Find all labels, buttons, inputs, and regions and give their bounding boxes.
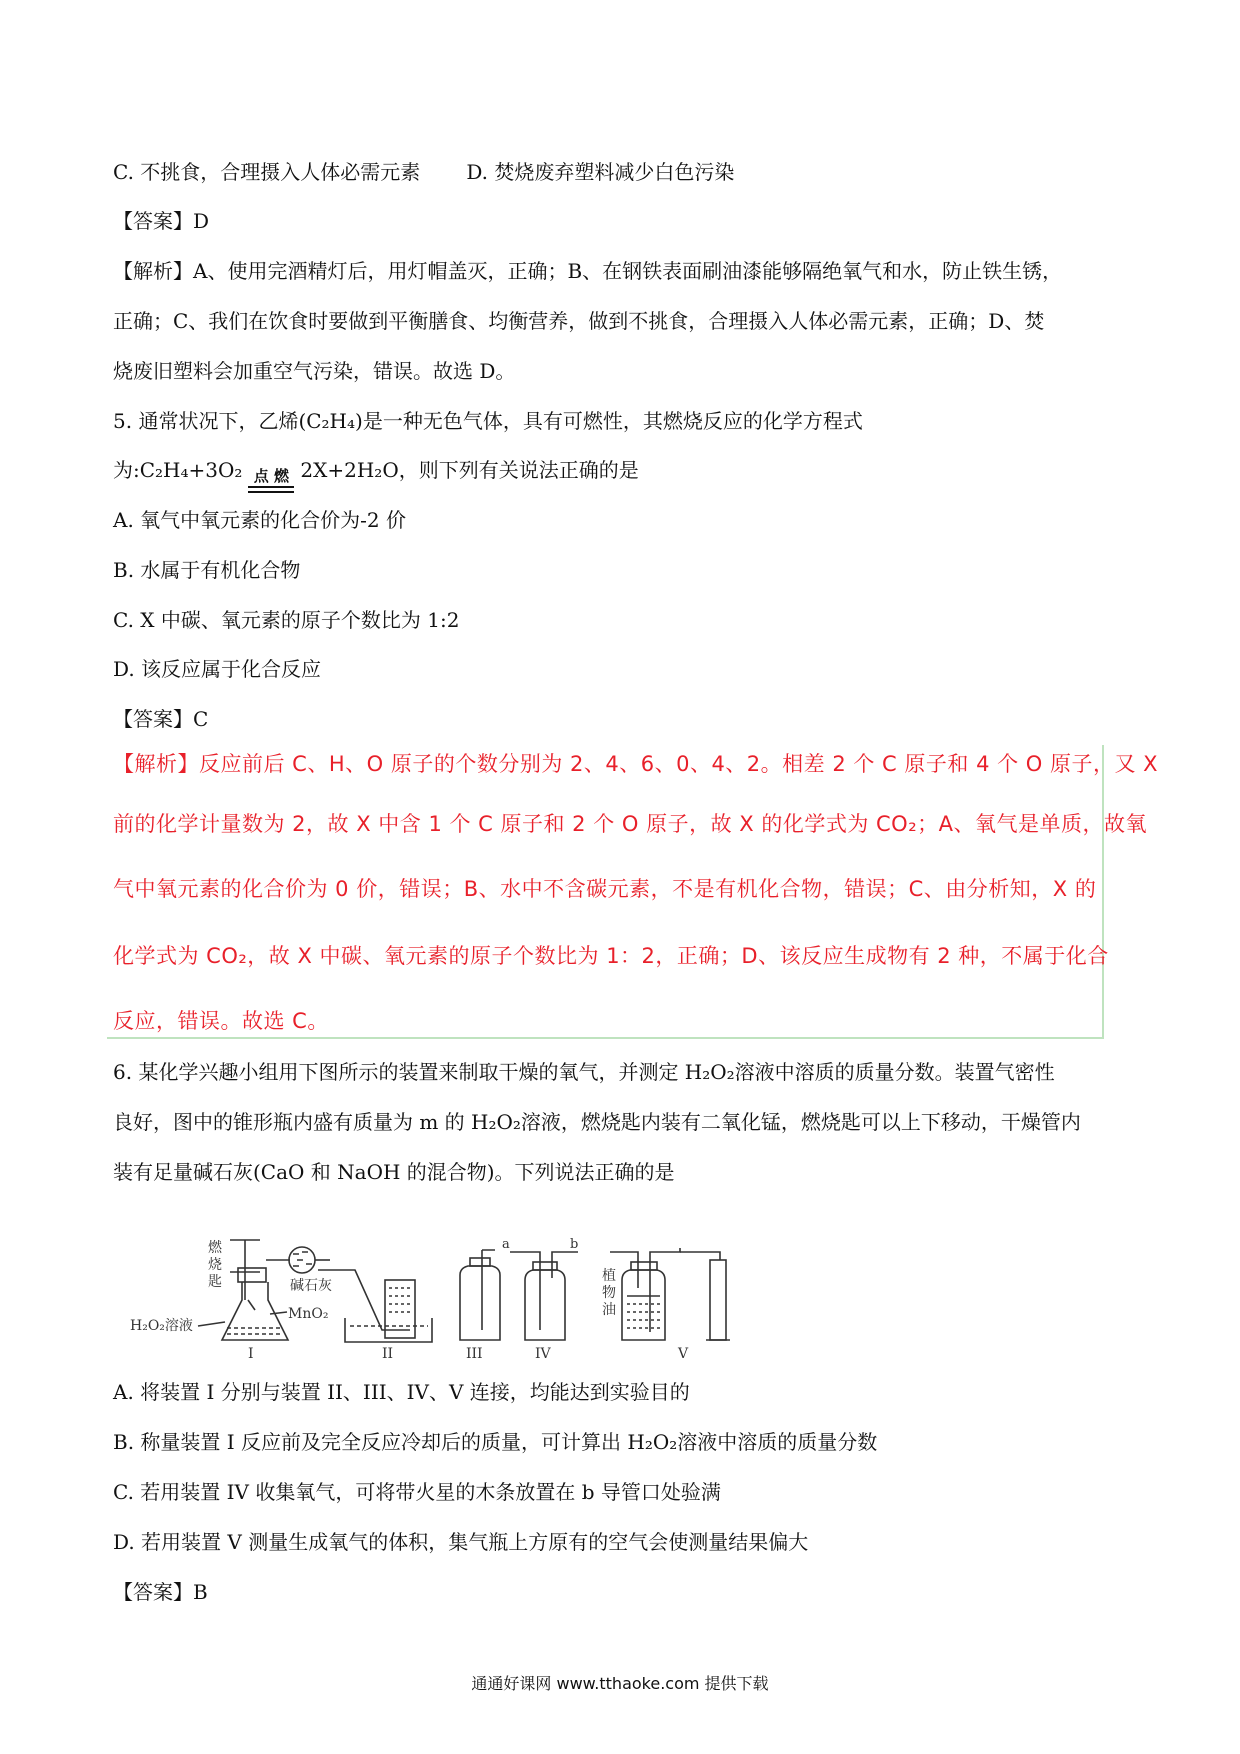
roman-1: I (248, 1346, 254, 1360)
label-spoon: 燃 (208, 1240, 222, 1256)
question-6-option-b: B. 称量装置 I 反应前及完全反应冷却后的质量，可计算出 H₂O₂溶液中溶质的质量分数 (113, 1430, 878, 1454)
label-b: b (570, 1237, 579, 1252)
question-5-option-d: D. 该反应属于化合反应 (113, 657, 322, 681)
question-6-stem-line-1: 6. 某化学兴趣小组用下图所示的装置来制取干燥的氧气，并测定 H₂O₂溶液中溶质的质量分数。装置气密性 (113, 1060, 1055, 1084)
question-5-explanation-line-3: 气中氧元素的化合价为 0 价，错误；B、水中不含碳元素，不是有机化合物，错误；C、由分析知，X 的 (113, 877, 1097, 901)
question-5-explanation-line-5: 反应，错误。故选 C。 (113, 1009, 329, 1033)
option-d: D. 焚烧废弃塑料减少白色污染 (466, 160, 735, 184)
label-h2o2: H₂O₂溶液 (130, 1318, 193, 1334)
question-5-option-a: A. 氧气中氧元素的化合价为-2 价 (113, 508, 406, 532)
reaction-arrow (242, 469, 300, 495)
equation-reactants: 为:C₂H₄+3O₂ (113, 458, 243, 482)
question-5-option-c: C. X 中碳、氧元素的原子个数比为 1:2 (113, 608, 460, 632)
question-5-explanation-line-1: 【解析】反应前后 C、H、O 原子的个数分别为 2、4、6、0、4、2。相差 2 个 C 原子和 4 个 O 原子，又 X (113, 752, 1159, 776)
label-oil-3: 油 (602, 1302, 616, 1318)
apparatus-figure (130, 1230, 810, 1360)
question-5-explanation-line-4: 化学式为 CO₂，故 X 中碳、氧元素的原子个数比为 1：2，正确；D、该反应生成物有 2 种，不属于化合 (113, 944, 1109, 968)
question-6-answer: 【答案】B (113, 1580, 208, 1604)
roman-4: IV (535, 1346, 551, 1360)
reaction-condition: 点 燃 (253, 467, 290, 485)
question-6-option-d: D. 若用装置 V 测量生成氧气的体积，集气瓶上方原有的空气会使测量结果偏大 (113, 1530, 809, 1554)
roman-5: V (678, 1346, 689, 1360)
svg-text:烧: 烧 (208, 1257, 222, 1273)
question-6-stem-line-3: 装有足量碱石灰(CaO 和 NaOH 的混合物)。下列说法正确的是 (113, 1160, 675, 1184)
device-2 (318, 1270, 432, 1360)
question-4-options-cd (113, 158, 734, 186)
roman-3: III (466, 1346, 483, 1360)
question-4-explanation-line-2: 正确；C、我们在饮食时要做到平衡膳食、均衡营养，做到不挑食，合理摄入人体必需元素，正确；D、焚 (113, 309, 1045, 333)
question-6-option-a: A. 将装置 I 分别与装置 II、III、IV、V 连接，均能达到实验目的 (113, 1380, 690, 1404)
question-4-explanation-line-1: 【解析】A、使用完酒精灯后，用灯帽盖灭，正确；B、在钢铁表面刷油漆能够隔绝氧气和水，防止铁生锈， (113, 259, 1063, 283)
option-c: C. 不挑食，合理摄入人体必需元素 (113, 160, 421, 184)
question-6-option-c: C. 若用装置 IV 收集氧气，可将带火星的木条放置在 b 导管口处验满 (113, 1480, 721, 1504)
device-5 (602, 1248, 730, 1360)
question-5-answer: 【答案】C (113, 707, 209, 731)
device-4 (502, 1237, 578, 1360)
svg-text:匙: 匙 (208, 1274, 222, 1290)
roman-2: II (382, 1346, 394, 1360)
label-soda-lime: 碱石灰 (290, 1278, 332, 1294)
question-5-option-b: B. 水属于有机化合物 (113, 558, 301, 582)
label-mno2: MnO₂ (288, 1306, 329, 1322)
label-oil-2: 物 (602, 1285, 616, 1301)
device-1 (130, 1240, 332, 1360)
question-5-stem-line-1: 5. 通常状况下，乙烯(C₂H₄)是一种无色气体，具有可燃性，其燃烧反应的化学方程式 (113, 409, 863, 433)
label-a: a (502, 1237, 510, 1252)
page-footer: 通通好课网 www.tthaoke.com 提供下载 (471, 1674, 769, 1693)
question-5-explanation-line-2: 前的化学计量数为 2，故 X 中含 1 个 C 原子和 2 个 O 原子，故 X 的化学式为 CO₂；A、氧气是单质，故氧 (113, 812, 1147, 836)
label-oil-1: 植 (602, 1268, 616, 1284)
device-3 (460, 1250, 500, 1360)
question-4-explanation-line-3: 烧废旧塑料会加重空气污染，错误。故选 D。 (113, 359, 516, 383)
question-5-stem-line-2 (113, 456, 639, 495)
equation-products: 2X+2H₂O，则下列有关说法正确的是 (300, 458, 639, 482)
question-4-answer: 【答案】D (113, 209, 210, 233)
question-6-stem-line-2: 良好，图中的锥形瓶内盛有质量为 m 的 H₂O₂溶液，燃烧匙内装有二氧化锰，燃烧匙可以上下移动，干燥管内 (113, 1110, 1081, 1134)
